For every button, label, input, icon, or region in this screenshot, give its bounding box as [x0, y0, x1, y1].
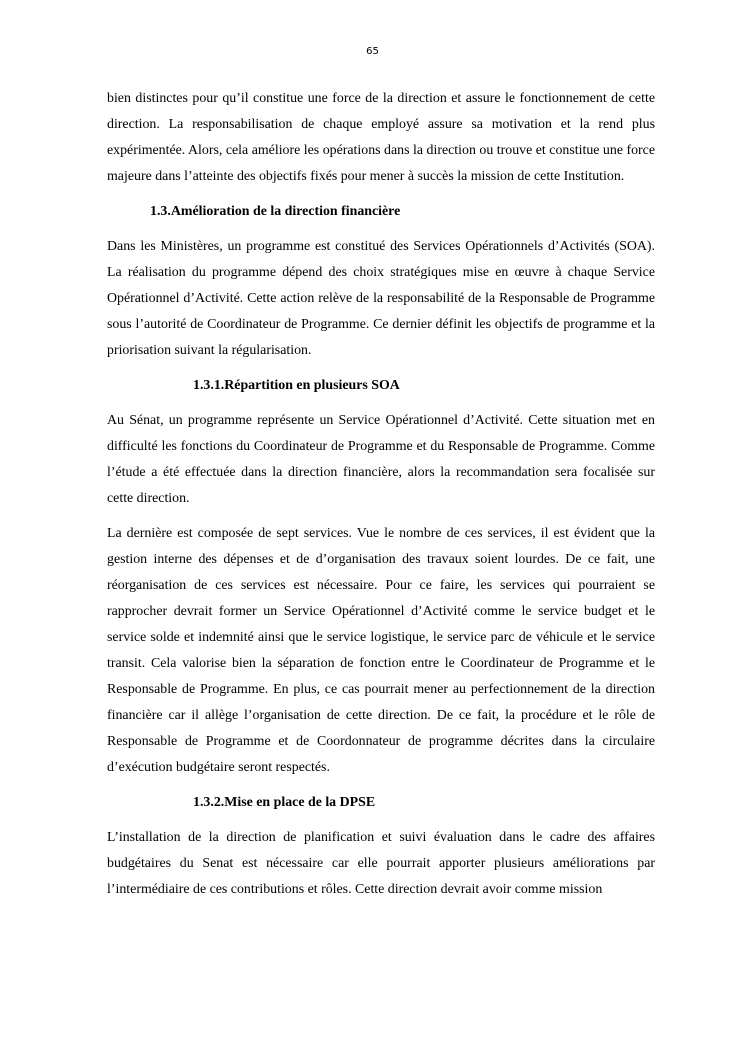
paragraph-senat: Au Sénat, un programme représente un Service Opérationnel d’Activité. Cette situation met en difficulté les fonctions du Coordinateur de Programme et du Responsable de Programme. Comme l’étude a été effectuée dans la direction financière, alors la recommandation sera focalisée sur cette direction.: [107, 413, 655, 506]
section-heading-1-3: 1.3.Amélioration de la direction financière: [150, 204, 401, 219]
paragraph-ministeres: Dans les Ministères, un programme est constitué des Services Opérationnels d’Activités (SOA). La réalisation du programme dépend des choix stratégiques mise en œuvre à chaque Service Opérationnel d’Activité. Cette action relève de la responsabilité de la Responsable de Programme sous l’autorité de Coordinateur de Programme. Ce dernier définit les objectifs de programme et la priorisation suivant la régularisation.: [107, 239, 655, 358]
paragraph-dpse: L’installation de la direction de planification et suivi évaluation dans le cadre des affaires budgétaires du Senat est nécessaire car elle pourrait apporter plusieurs améliorations par l’intermédiaire de ces contributions et rôles. Cette direction devrait avoir comme mission: [107, 830, 655, 897]
subsection-heading-1-3-1: 1.3.1.Répartition en plusieurs SOA: [193, 378, 400, 393]
document-body: [107, 86, 655, 912]
paragraph-reorganisation: La dernière est composée de sept services. Vue le nombre de ces services, il est évident que la gestion interne des dépenses et de d’organisation des travaux soient lourdes. De ce fait, une réorganisation de ces services est nécessaire. Pour ce faire, les services qui pourraient se rapprocher devrait former un Service Opérationnel d’Activité comme le service budget et le service solde et indemnité ainsi que le service logistique, le service parc de véhicule et le service transit. Cela valorise bien la séparation de fonction entre le Coordinateur de Programme et le Responsable de Programme. En plus, ce cas pourrait mener au perfectionnement de la direction financière car il allège l’organisation de cette direction. De ce fait, la procédure et le rôle de Responsable de Programme et de Coordonnateur de programme décrites dans la circulaire d’exécution budgétaire seront respectés.: [107, 526, 655, 775]
page-number: 65: [366, 46, 379, 57]
subsection-heading-1-3-2: 1.3.2.Mise en place de la DPSE: [193, 795, 376, 810]
paragraph-intro: bien distinctes pour qu’il constitue une force de la direction et assure le fonctionnement de cette direction. La responsabilisation de chaque employé assure sa motivation et la rend plus expérimentée. Alors, cela améliore les opérations dans la direction ou trouve et constitue une force majeure dans l’atteinte des objectifs fixés pour mener à succès la mission de cette Institution.: [107, 91, 655, 184]
